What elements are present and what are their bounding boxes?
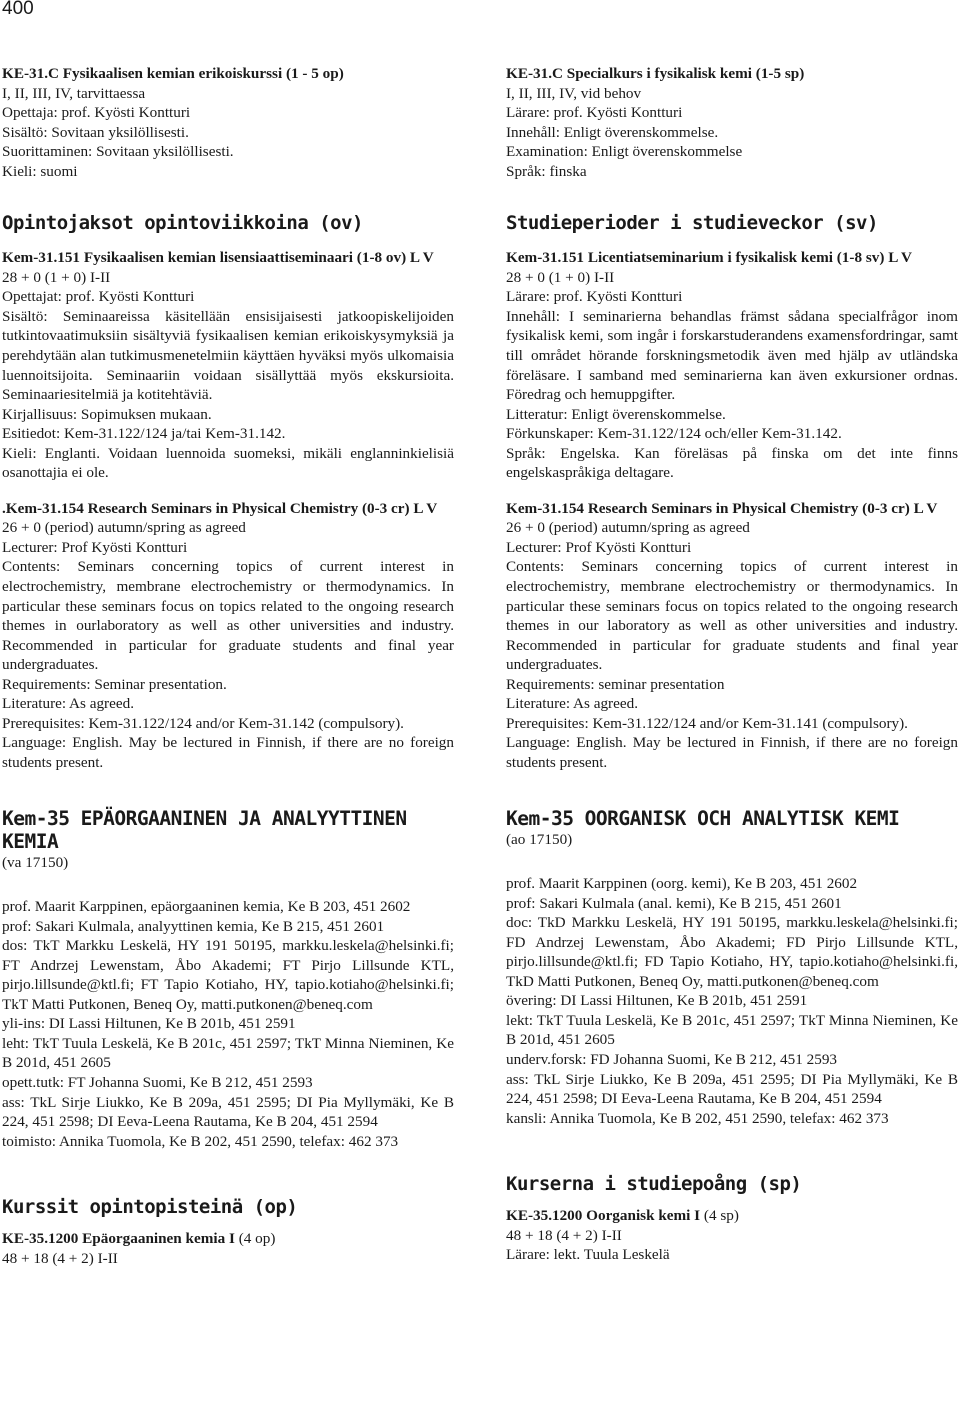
course-language: Language: English. May be lectured in Finnish, if there are no foreign students present.: [2, 734, 454, 771]
section-heading: Kurssit opintopisteinä (op): [2, 1196, 298, 1219]
staff-entry: prof: Sakari Kulmala (anal. kemi), Ke B 215, 451 2601: [506, 894, 842, 912]
course-title: KE-35.1200 Oorganisk kemi I (4 sp): [506, 1207, 739, 1225]
course-prerequisites: Förkunskaper: Kem-31.122/124 och/eller Kem-31.142.: [506, 425, 842, 443]
section-heading: Studieperioder i studieveckor (sv): [506, 212, 878, 235]
course-kem31-154-fi: [2, 499, 454, 773]
staff-list: [2, 897, 454, 1151]
course-line: Suorittaminen: Sovitaan yksilöllisesti.: [2, 143, 234, 161]
course-contents: Sisältö: Seminaareissa käsitellään ensisijaisesti jatkoopiskelijoiden tutkintovaatimuksiin sisältyviä fysikaalisen kemian erikoiskysymyksiä ja perehdytään alan tutkimusmenetelmiin käyttäen hyväksi myös ulkomaisia luennoitsijoita. Seminaariin voidaan sisällyttää myös ekskursioita. Seminaariesitelmiä ja kotitehtäviä.: [2, 307, 454, 404]
course-line: Lärare: prof. Kyösti Kontturi: [506, 104, 683, 122]
staff-entry: kansli: Annika Tuomola, Ke B 202, 451 2590, telefax: 462 373: [506, 1109, 889, 1127]
section-heading: Kurserna i studiepoång (sp): [506, 1173, 802, 1196]
course-line: I, II, III, IV, tarvittaessa: [2, 84, 146, 102]
course-title: KE-31.C Specialkurs i fysikalisk kemi (1-5 sp): [506, 65, 805, 82]
course-literature: Literature: As agreed.: [2, 695, 134, 713]
course-contents: Contents: Seminars concerning topics of current interest in electrochemistry, membrane electrochemistry or thermodynamics. In particular these seminars focus on topics related to the ongoing research themes in ourlaboratory as well as other universities and industry. Recommended in particular for graduate students and final year undergraduates.: [2, 558, 454, 674]
course-language: Språk: Engelska. Kan föreläsas på finska om det inte finns engelskaspråkiga deltagare.: [506, 444, 958, 482]
staff-entry: prof. Maarit Karppinen, epäorgaaninen kemia, Ke B 203, 451 2602: [2, 898, 411, 916]
course-language: Kieli: Englanti. Voidaan luennoida suomeksi, mikäli englanninkielisiä osanottajia ei ole.: [2, 444, 454, 482]
course-title: .Kem-31.154 Research Seminars in Physical Chemistry (0-3 cr) L V: [2, 499, 438, 517]
course-title: KE-35.1200 Epäorgaaninen kemia I (4 op): [2, 1230, 276, 1248]
course-hours: 26 + 0 (period) autumn/spring as agreed: [506, 519, 750, 537]
left-column: [2, 64, 454, 1268]
staff-entry: övering: DI Lassi Hiltunen, Ke B 201b, 451 2591: [506, 992, 808, 1010]
course-teacher: Lecturer: Prof Kyösti Kontturi: [506, 538, 692, 556]
page-number: 400: [2, 0, 34, 19]
staff-entry: yli-ins: DI Lassi Hiltunen, Ke B 201b, 451 2591: [2, 1015, 296, 1033]
course-line: Sisältö: Sovitaan yksilöllisesti.: [2, 123, 189, 141]
course-ke35-1200-sv: [506, 1206, 958, 1265]
department-code: (va 17150): [2, 853, 69, 871]
staff-entry: underv.forsk: FD Johanna Suomi, Ke B 212, 451 2593: [506, 1050, 838, 1068]
course-hours: 26 + 0 (period) autumn/spring as agreed: [2, 519, 246, 537]
staff-entry: prof: Sakari Kulmala, analyyttinen kemia, Ke B 215, 451 2601: [2, 917, 385, 935]
course-contents: Innehåll: I seminarierna behandlas främst sådana specialfrågor inom fysikalisk kemi, som ingår i forskarstuderandens examensfordringar, samt till området hörande forskningsmetodik även med hjälp av utländska föreläsare. I samband med seminarierna kan även exkursioner ordnas. Föredrag och hemuppgifter.: [506, 307, 958, 404]
course-literature: Kirjallisuus: Sopimuksen mukaan.: [2, 405, 212, 423]
course-ke35-1200-fi: [2, 1229, 454, 1268]
course-prerequisites: Prerequisites: Kem-31.122/124 and/or Kem-31.142 (compulsory).: [2, 714, 404, 732]
course-teacher: Opettajat: prof. Kyösti Kontturi: [2, 288, 195, 306]
course-kem31-151-sv: [506, 248, 958, 483]
course-title: Kem-31.154 Research Seminars in Physical Chemistry (0-3 cr) L V: [506, 499, 938, 517]
course-ke31c-fi: [2, 64, 454, 181]
course-ke31c-sv: [506, 64, 958, 181]
course-prerequisites: Prerequisites: Kem-31.122/124 and/or Kem-31.141 (compulsory).: [506, 714, 908, 732]
course-line: Språk: finska: [506, 162, 587, 180]
department-code: (ao 17150): [506, 830, 573, 848]
staff-entry: doc: TkD Markku Leskelä, HY 191 50195, markku.leskela@helsinki.fi; FD Andrzej Lewenstam, Åbo Akademi; FD Pirjo Lillsunde KTL, pirjo.lillsunde@ktl.fi; FD Tapio Kotiaho, HY, tapio.kotiaho@helsinki.fi, TkD Matti Putkonen, Beneq Oy, matti.putkonen@beneq.com: [506, 914, 958, 990]
right-column: [506, 64, 958, 1265]
staff-entry: lekt: TkT Tuula Leskelä, Ke B 201c, 451 2597; TkT Minna Nieminen, Ke B 201d, 451 2605: [506, 1011, 958, 1049]
course-line: I, II, III, IV, vid behov: [506, 84, 642, 102]
staff-entry: ass: TkL Sirje Liukko, Ke B 209a, 451 2595; DI Pia Myllymäki, Ke B 224, 451 2598; DI Eeva-Leena Rautama, Ke B 204, 451 2594: [2, 1093, 454, 1131]
course-teacher: Lärare: prof. Kyösti Kontturi: [506, 288, 683, 306]
staff-entry: toimisto: Annika Tuomola, Ke B 202, 451 2590, telefax: 462 373: [2, 1132, 399, 1150]
staff-entry: leht: TkT Tuula Leskelä, Ke B 201c, 451 2597; TkT Minna Nieminen, Ke B 201d, 451 2605: [2, 1034, 454, 1072]
course-hours: 28 + 0 (1 + 0) I-II: [506, 268, 615, 286]
staff-entry: ass: TkL Sirje Liukko, Ke B 209a, 451 2595; DI Pia Myllymäki, Ke B 224, 451 2598; DI Eeva-Leena Rautama, Ke B 204, 451 2594: [506, 1070, 958, 1108]
staff-list: [506, 874, 958, 1128]
course-line: Opettaja: prof. Kyösti Kontturi: [2, 104, 191, 122]
course-literature: Literature: As agreed.: [506, 695, 638, 713]
staff-entry: prof. Maarit Karppinen (oorg. kemi), Ke B 203, 451 2602: [506, 875, 858, 893]
course-requirements: Requirements: seminar presentation: [506, 675, 725, 693]
course-title: Kem-31.151 Fysikaalisen kemian lisensiaattiseminaari (1-8 ov) L V: [2, 249, 434, 267]
course-line: Innehåll: Enligt överenskommelse.: [506, 123, 719, 141]
department-heading: Kem-35 OORGANISK OCH ANALYTISK KEMI: [506, 806, 900, 830]
course-title: KE-31.C Fysikaalisen kemian erikoiskurssi (1 - 5 op): [2, 65, 344, 82]
course-line: 48 + 18 (4 + 2) I-II: [2, 1249, 118, 1267]
course-language: Language: English. May be lectured in Finnish, if there are no foreign students present.: [506, 734, 958, 771]
staff-entry: opett.tutk: FT Johanna Suomi, Ke B 212, 451 2593: [2, 1073, 313, 1091]
course-teacher: Lecturer: Prof Kyösti Kontturi: [2, 538, 188, 556]
course-prerequisites: Esitiedot: Kem-31.122/124 ja/tai Kem-31.142.: [2, 425, 286, 443]
course-title: Kem-31.151 Licentiatseminarium i fysikalisk kemi (1-8 sv) L V: [506, 249, 912, 267]
course-requirements: Requirements: Seminar presentation.: [2, 675, 227, 693]
course-line: 48 + 18 (4 + 2) I-II: [506, 1226, 622, 1244]
course-kem31-154-sv: [506, 499, 958, 773]
course-line: Lärare: lekt. Tuula Leskelä: [506, 1246, 670, 1264]
course-hours: 28 + 0 (1 + 0) I-II: [2, 268, 111, 286]
section-heading: Opintojaksot opintoviikkoina (ov): [2, 212, 363, 235]
course-literature: Litteratur: Enligt överenskommelse.: [506, 405, 726, 423]
department-heading: Kem-35 EPÄORGAANINEN JA ANALYYTTINEN KEMIA: [2, 806, 407, 853]
course-line: Examination: Enligt överenskommelse: [506, 143, 743, 161]
course-contents: Contents: Seminars concerning topics of current interest in electrochemistry, membrane electrochemistry or thermodynamics. In particular these seminars focus on topics related to the ongoing research themes in our laboratory as well as other universities and industry. Recommended in particular for graduate students and final year undergraduates.: [506, 558, 958, 674]
course-line: Kieli: suomi: [2, 162, 78, 180]
staff-entry: dos: TkT Markku Leskelä, HY 191 50195, markku.leskela@helsinki.fi; FT Andrzej Lewenstam, Åbo Akademi; FT Pirjo Lillsunde KTL, pirjo.lillsunde@ktl.fi; FT Tapio Kotiaho, HY, tapio.kotiaho@helsinki.fi; TkT Matti Putkonen, Beneq Oy, matti.putkonen@beneq.com: [2, 937, 454, 1013]
course-kem31-151-fi: [2, 248, 454, 483]
